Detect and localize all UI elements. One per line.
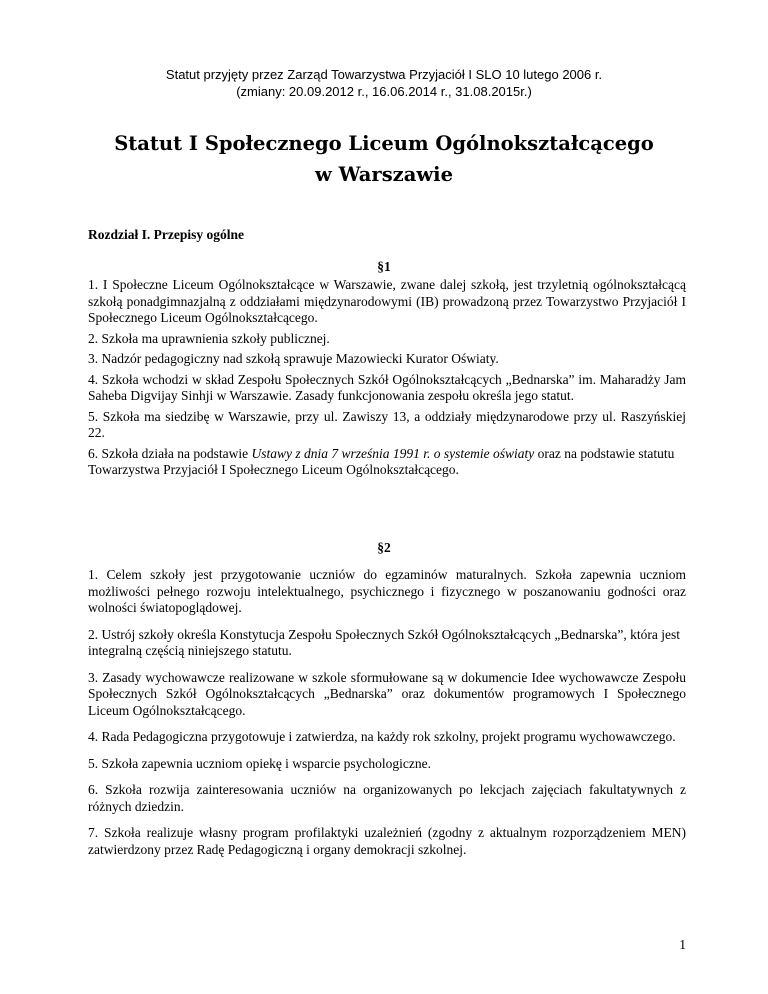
section-2-paragraph-7: 7. Szkoła realizuje własny program profilaktyki uzależnień (zgodny z aktualnym rozporządzeniem MEN) zatwierdzony przez Radę Pedagogiczną i organy demokracji szkolnej.	[88, 825, 686, 857]
header-adoption-line: Statut przyjęty przez Zarząd Towarzystwa Przyjaciół I SLO 10 lutego 2006 r.	[165, 67, 603, 82]
section-1-paragraph-3: 3. Nadzór pedagogiczny nad szkołą sprawuje Mazowiecki Kurator Oświaty.	[88, 351, 499, 366]
document-title	[0, 128, 768, 190]
section-2-body	[88, 567, 686, 868]
section-1-paragraph-6	[88, 446, 686, 479]
section-1-mark: §1	[377, 259, 391, 274]
page-number: 1	[679, 937, 686, 952]
section-2-paragraph-4: 4. Rada Pedagogiczna przygotowuje i zatwierdza, na każdy rok szkolny, projekt programu wychowawczego.	[88, 729, 676, 744]
section-2-paragraph-6: 6. Szkoła rozwija zainteresowania uczniów na organizowanych po lekcjach zajęciach fakultatywnych z różnych dziedzin.	[88, 782, 686, 814]
section-2-paragraph-5: 5. Szkoła zapewnia uczniom opiekę i wsparcie psychologiczne.	[88, 755, 432, 771]
section-2-mark: §2	[377, 540, 391, 555]
act-reference: Ustawy z dnia 7 września 1991 r. o systemie oświaty	[251, 445, 535, 461]
section-2-paragraph-3: 3. Zasady wychowawcze realizowane w szkole sformułowane są w dokumencie Idee wychowawcze Zespołu Społecznych Szkół Ogólnokształcących „Bednarska” oraz dokumentów programowych I Społecznego Liceum Ogólnokształcącego.	[88, 669, 686, 718]
section-1-paragraph-1: 1. I Społeczne Liceum Ogólnokształcące w Warszawie, zwane dalej szkołą, jest trzyletnią ogólnokształcącą szkołą ponadgimnazjalną z oddziałami międzynarodowymi (IB) prowadzoną przez Towarzystwo Przyjaciół I Społecznego Liceum Ogólnokształcącego.	[88, 277, 686, 325]
title-line-1: Statut I Społecznego Liceum Ogólnokształcącego	[114, 132, 654, 155]
section-2-paragraph-1: 1. Celem szkoły jest przygotowanie uczniów do egzaminów maturalnych. Szkoła zapewnia uczniom możliwości pełnego rozwoju intelektualnego, psychicznego i fizycznego w poszanowaniu godności oraz wolności światopoglądowej.	[88, 567, 686, 615]
section-1-paragraph-5: 5. Szkoła ma siedzibę w Warszawie, przy ul. Zawiszy 13, a oddziały międzynarodowe przy ul. Raszyńskiej 22.	[88, 408, 686, 440]
section-1-body	[88, 277, 686, 483]
section-2-paragraph-2: 2. Ustrój szkoły określa Konstytucja Zespołu Społecznych Szkół Ogólnokształcących „Bednarska”, która jest integralną częścią niniejszego statutu.	[88, 626, 680, 658]
header-amendments-line: (zmiany: 20.09.2012 r., 16.06.2014 r., 31.08.2015r.)	[236, 84, 532, 99]
document-header	[0, 66, 768, 100]
chapter-heading: Rozdział I. Przepisy ogólne	[88, 227, 244, 242]
section-1-paragraph-4: 4. Szkoła wchodzi w skład Zespołu Społecznych Szkół Ogólnokształcących „Bednarska” im. Maharadży Jam Saheba Digvijay Sinhji w Warszawie. Zasady funkcjonowania zespołu określa jego statut.	[88, 371, 686, 403]
title-line-2: w Warszawie	[315, 163, 453, 186]
paragraph-6-lead: 6. Szkoła działa na podstawie	[88, 445, 252, 461]
section-1-paragraph-2: 2. Szkoła ma uprawnienia szkoły publicznej.	[88, 330, 330, 346]
paragraph-6-tail: oraz na podstawie statutu Towarzystwa Przyjaciół I Społecznego Liceum Ogólnokształcącego.	[88, 445, 675, 477]
